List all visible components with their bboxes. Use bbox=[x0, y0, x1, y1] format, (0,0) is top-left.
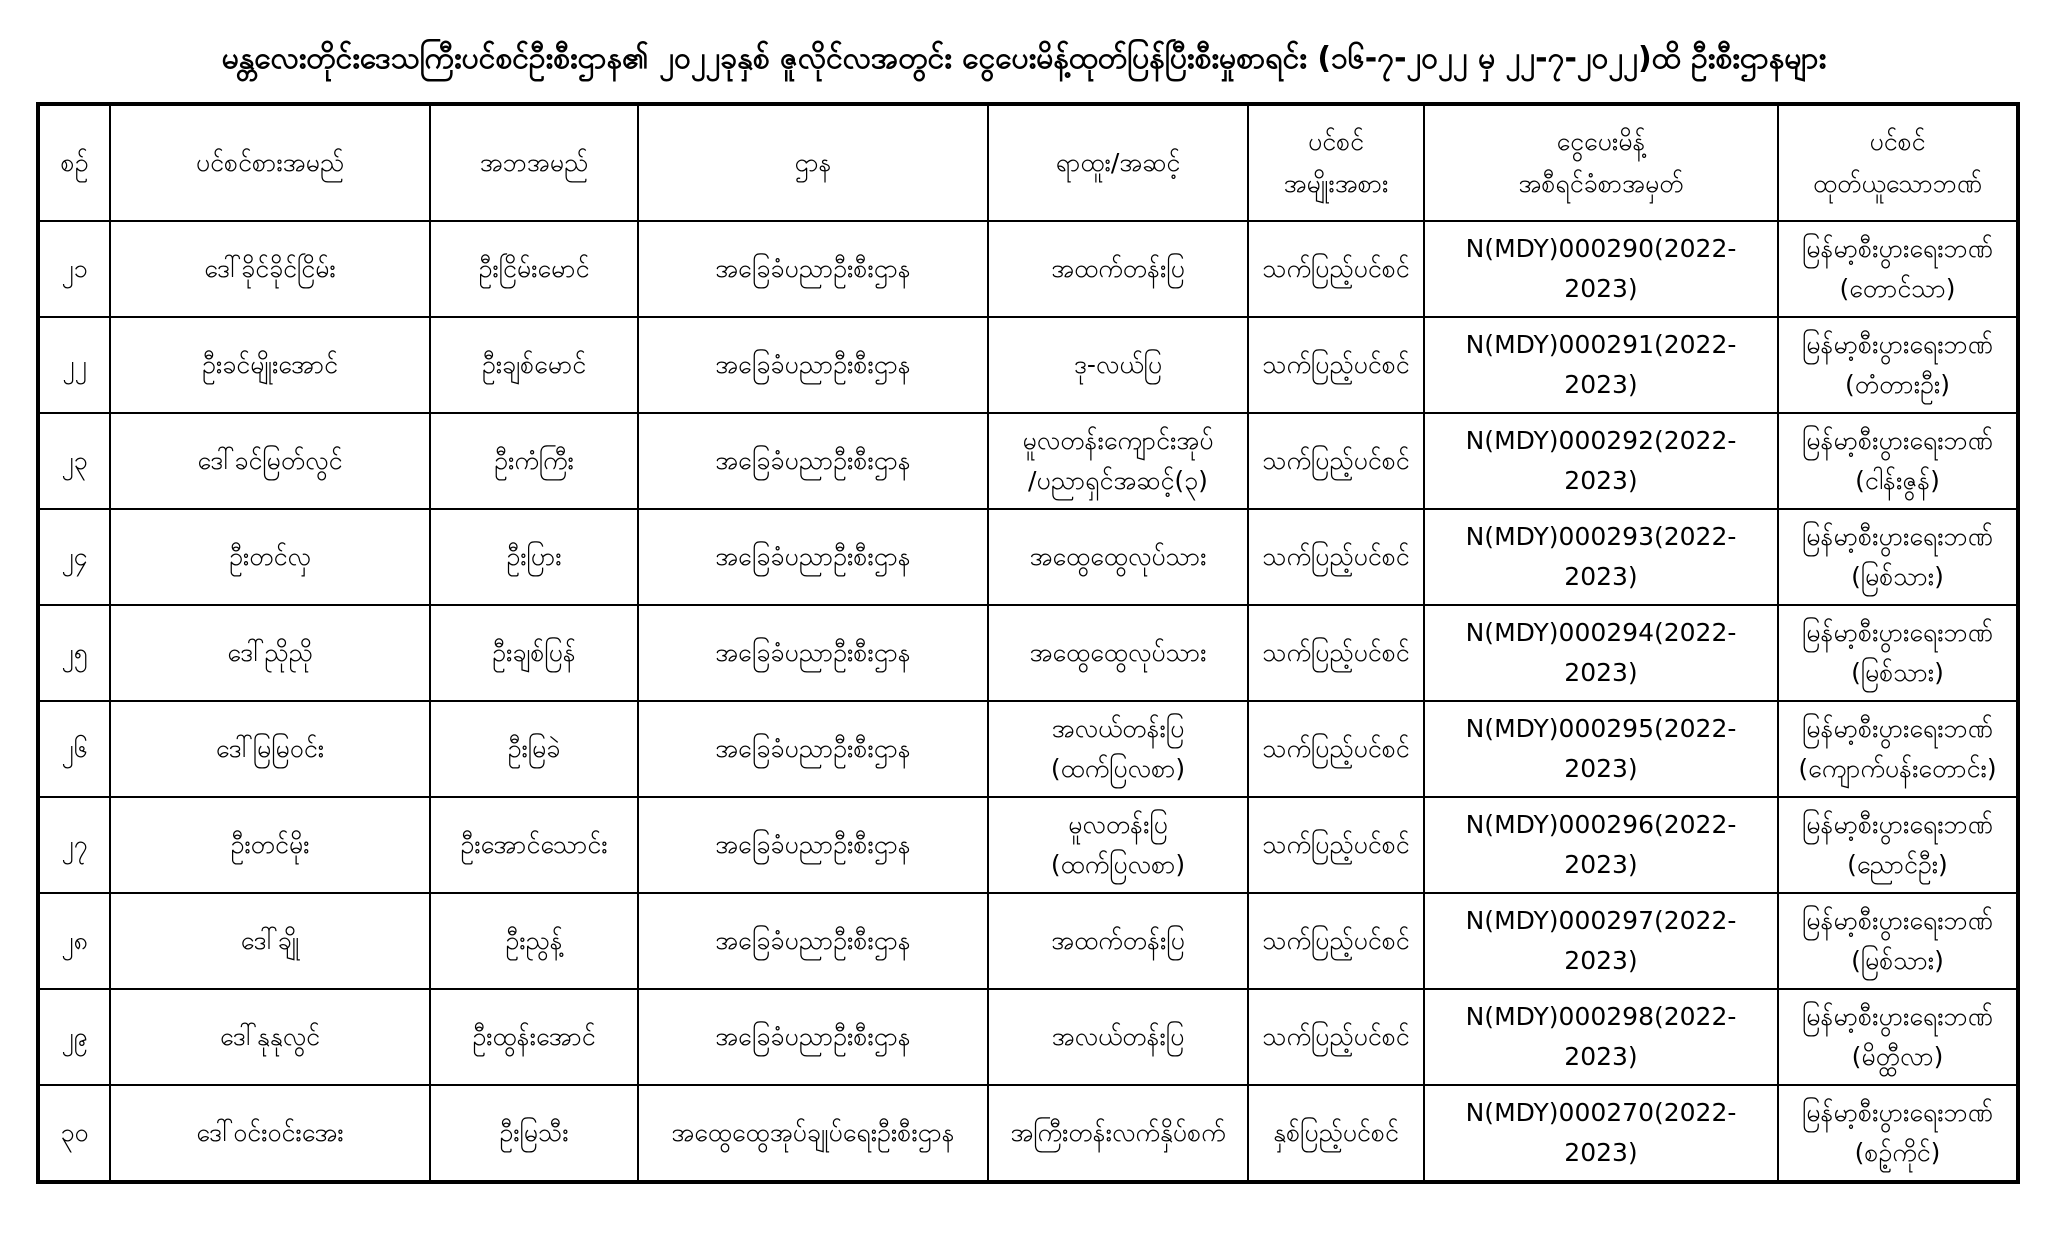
table-row bbox=[38, 893, 2018, 989]
cell-rank-line: အထွေထွေလုပ်သား bbox=[1029, 638, 1207, 667]
cell-bank-line: မြန်မာ့စီးပွားရေးဘဏ် bbox=[1802, 522, 1993, 551]
cell-pension-type: သက်ပြည့်ပင်စင် bbox=[1248, 413, 1424, 509]
header-bank-line1: ပင်စင် bbox=[1869, 127, 1926, 156]
cell-bank-line: (မြစ်သား) bbox=[1851, 946, 1944, 975]
cell-rank-line: ဒု-လယ်ပြ bbox=[1073, 350, 1163, 379]
pension-table bbox=[36, 102, 2020, 1184]
cell-pension-type: သက်ပြည့်ပင်စင် bbox=[1248, 701, 1424, 797]
header-rank: ရာထူး/အဆင့် bbox=[988, 104, 1248, 221]
cell-order-no: N(MDY)000298(2022-2023) bbox=[1424, 989, 1778, 1085]
header-department: ဌာန bbox=[638, 104, 988, 221]
cell-rank-line: အထက်တန်းပြ bbox=[1051, 926, 1185, 955]
cell-bank-line: မြန်မာ့စီးပွားရေးဘဏ် bbox=[1802, 1098, 1993, 1127]
cell-bank bbox=[1778, 605, 2018, 701]
header-row bbox=[38, 104, 2018, 221]
table-row bbox=[38, 701, 2018, 797]
cell-pension-type: နှစ်ပြည့်ပင်စင် bbox=[1248, 1085, 1424, 1182]
cell-bank-line: (ကျောက်ပန်းတောင်း) bbox=[1798, 754, 1997, 783]
cell-name: ဒေါ်မြမြဝင်း bbox=[110, 701, 430, 797]
cell-father: ဦးအောင်သောင်း bbox=[430, 797, 638, 893]
cell-no: ၂၆ bbox=[38, 701, 110, 797]
cell-no: ၂၃ bbox=[38, 413, 110, 509]
cell-no: ၃၀ bbox=[38, 1085, 110, 1182]
cell-order-no: N(MDY)000292(2022-2023) bbox=[1424, 413, 1778, 509]
table-row bbox=[38, 509, 2018, 605]
cell-bank-line: မြန်မာ့စီးပွားရေးဘဏ် bbox=[1802, 426, 1993, 455]
cell-bank-line: မြန်မာ့စီးပွားရေးဘဏ် bbox=[1802, 906, 1993, 935]
cell-name: ဒေါ်ခိုင်ခိုင်ငြိမ်း bbox=[110, 221, 430, 317]
cell-pension-type: သက်ပြည့်ပင်စင် bbox=[1248, 221, 1424, 317]
cell-bank bbox=[1778, 221, 2018, 317]
cell-order-no: N(MDY)000297(2022-2023) bbox=[1424, 893, 1778, 989]
cell-rank-line: အကြီးတန်းလက်နှိပ်စက် bbox=[1010, 1118, 1226, 1147]
cell-rank bbox=[988, 701, 1248, 797]
cell-bank bbox=[1778, 797, 2018, 893]
cell-rank-line: အထက်တန်းပြ bbox=[1051, 254, 1185, 283]
cell-bank-line: မြန်မာ့စီးပွားရေးဘဏ် bbox=[1802, 618, 1993, 647]
cell-bank bbox=[1778, 509, 2018, 605]
cell-rank-line: (ထက်ပြလစာ) bbox=[1050, 754, 1186, 783]
cell-father: ဦးမြခဲ bbox=[430, 701, 638, 797]
cell-no: ၂၁ bbox=[38, 221, 110, 317]
cell-bank-line: (စဥ့်ကိုင်) bbox=[1854, 1138, 1941, 1167]
cell-order-no: N(MDY)000290(2022-2023) bbox=[1424, 221, 1778, 317]
cell-rank bbox=[988, 1085, 1248, 1182]
cell-department: အခြေခံပညာဦးစီးဌာန bbox=[638, 701, 988, 797]
table-row bbox=[38, 797, 2018, 893]
cell-rank-line: မူလတန်းပြ bbox=[1068, 810, 1168, 839]
header-bank-line2: ထုတ်ယူသောဘဏ် bbox=[1812, 169, 1983, 198]
cell-no: ၂၂ bbox=[38, 317, 110, 413]
cell-bank bbox=[1778, 893, 2018, 989]
cell-bank-line: မြန်မာ့စီးပွားရေးဘဏ် bbox=[1802, 330, 1993, 359]
cell-order-no: N(MDY)000295(2022-2023) bbox=[1424, 701, 1778, 797]
cell-father: ဦးကံကြီး bbox=[430, 413, 638, 509]
cell-pension-type: သက်ပြည့်ပင်စင် bbox=[1248, 605, 1424, 701]
cell-bank bbox=[1778, 413, 2018, 509]
cell-order-no: N(MDY)000296(2022-2023) bbox=[1424, 797, 1778, 893]
table-body bbox=[38, 221, 2018, 1182]
cell-rank bbox=[988, 989, 1248, 1085]
cell-rank bbox=[988, 509, 1248, 605]
cell-department: အခြေခံပညာဦးစီးဌာန bbox=[638, 797, 988, 893]
cell-name: ဦးတင်မိုး bbox=[110, 797, 430, 893]
cell-bank bbox=[1778, 317, 2018, 413]
cell-department: အခြေခံပညာဦးစီးဌာန bbox=[638, 893, 988, 989]
cell-name: ဒေါ်နုနုလွင် bbox=[110, 989, 430, 1085]
cell-rank-line: အလယ်တန်းပြ bbox=[1051, 714, 1185, 743]
cell-father: ဦးချစ်မောင် bbox=[430, 317, 638, 413]
cell-bank-line: (မြစ်သား) bbox=[1851, 658, 1944, 687]
cell-no: ၂၈ bbox=[38, 893, 110, 989]
cell-bank-line: မြန်မာ့စီးပွားရေးဘဏ် bbox=[1802, 714, 1993, 743]
table-row bbox=[38, 605, 2018, 701]
page-title: မန္တလေးတိုင်းဒေသကြီးပင်စင်ဦးစီးဌာန၏ ၂၀၂၂ခုနှစ် ဇူလိုင်လအတွင်း ငွေပေးမိန့်ထုတ်ပြန်ပြီးစီးမှုစာရင်း (၁၆-၇-၂၀၂၂ မှ ၂၂-၇-၂၀၂၂)ထိ ဦးစီးဌာနများ bbox=[221, 41, 1827, 76]
table-row bbox=[38, 317, 2018, 413]
header-bank bbox=[1778, 104, 2018, 221]
cell-no: ၂၉ bbox=[38, 989, 110, 1085]
cell-father: ဦးပြား bbox=[430, 509, 638, 605]
header-father: အဘအမည် bbox=[430, 104, 638, 221]
cell-rank-line: အလယ်တန်းပြ bbox=[1051, 1022, 1185, 1051]
header-order-no-line1: ငွေပေးမိန့် bbox=[1556, 127, 1646, 156]
table-row bbox=[38, 413, 2018, 509]
cell-rank bbox=[988, 221, 1248, 317]
cell-bank-line: မြန်မာ့စီးပွားရေးဘဏ် bbox=[1802, 810, 1993, 839]
cell-name: ဒေါ်ညိုညို bbox=[110, 605, 430, 701]
cell-father: ဦးညွန့် bbox=[430, 893, 638, 989]
cell-department: အခြေခံပညာဦးစီးဌာန bbox=[638, 317, 988, 413]
header-order-no-line2: အစီရင်ခံစာအမှတ် bbox=[1518, 169, 1684, 198]
cell-rank bbox=[988, 413, 1248, 509]
cell-bank bbox=[1778, 1085, 2018, 1182]
cell-department: အခြေခံပညာဦးစီးဌာန bbox=[638, 413, 988, 509]
header-pension-type-line2: အမျိုးအစား bbox=[1283, 169, 1389, 198]
header-pension-type-line1: ပင်စင် bbox=[1307, 127, 1365, 156]
cell-no: ၂၇ bbox=[38, 797, 110, 893]
cell-pension-type: သက်ပြည့်ပင်စင် bbox=[1248, 893, 1424, 989]
cell-department: အခြေခံပညာဦးစီးဌာန bbox=[638, 605, 988, 701]
cell-name: ဒေါ်ဝင်းဝင်းအေး bbox=[110, 1085, 430, 1182]
cell-bank-line: (တံတားဦး) bbox=[1844, 370, 1951, 399]
cell-name: ဦးတင်လှ bbox=[110, 509, 430, 605]
cell-name: ဦးခင်မျိုးအောင် bbox=[110, 317, 430, 413]
cell-bank-line: (တောင်သာ) bbox=[1839, 274, 1956, 303]
cell-no: ၂၅ bbox=[38, 605, 110, 701]
cell-bank-line: မြန်မာ့စီးပွားရေးဘဏ် bbox=[1802, 1002, 1993, 1031]
cell-order-no: N(MDY)000293(2022-2023) bbox=[1424, 509, 1778, 605]
cell-rank bbox=[988, 605, 1248, 701]
cell-bank-line: (ညောင်ဦး) bbox=[1847, 850, 1948, 879]
cell-rank-line: /ပညာရှင်အဆင့်(၃) bbox=[1028, 466, 1208, 495]
table-row bbox=[38, 1085, 2018, 1182]
cell-pension-type: သက်ပြည့်ပင်စင် bbox=[1248, 317, 1424, 413]
cell-department: အခြေခံပညာဦးစီးဌာန bbox=[638, 221, 988, 317]
cell-father: ဦးချစ်ပြန် bbox=[430, 605, 638, 701]
table-row bbox=[38, 221, 2018, 317]
cell-department: အခြေခံပညာဦးစီးဌာန bbox=[638, 989, 988, 1085]
cell-order-no: N(MDY)000270(2022-2023) bbox=[1424, 1085, 1778, 1182]
cell-pension-type: သက်ပြည့်ပင်စင် bbox=[1248, 797, 1424, 893]
header-order-no bbox=[1424, 104, 1778, 221]
header-name: ပင်စင်စားအမည် bbox=[110, 104, 430, 221]
cell-father: ဦးထွန်းအောင် bbox=[430, 989, 638, 1085]
cell-rank bbox=[988, 797, 1248, 893]
cell-rank-line: အထွေထွေလုပ်သား bbox=[1029, 542, 1207, 571]
cell-department: အခြေခံပညာဦးစီးဌာန bbox=[638, 509, 988, 605]
cell-bank bbox=[1778, 701, 2018, 797]
cell-name: ဒေါ်ချို bbox=[110, 893, 430, 989]
cell-father: ဦးငြိမ်းမောင် bbox=[430, 221, 638, 317]
cell-order-no: N(MDY)000291(2022-2023) bbox=[1424, 317, 1778, 413]
cell-bank-line: (ငါန်းဇွန်) bbox=[1855, 466, 1940, 495]
cell-bank-line: (မြစ်သား) bbox=[1851, 562, 1944, 591]
cell-order-no: N(MDY)000294(2022-2023) bbox=[1424, 605, 1778, 701]
cell-department: အထွေထွေအုပ်ချုပ်ရေးဦးစီးဌာန bbox=[638, 1085, 988, 1182]
cell-rank-line: မူလတန်းကျောင်းအုပ် bbox=[1022, 426, 1214, 455]
cell-pension-type: သက်ပြည့်ပင်စင် bbox=[1248, 989, 1424, 1085]
cell-bank bbox=[1778, 989, 2018, 1085]
cell-rank bbox=[988, 317, 1248, 413]
cell-pension-type: သက်ပြည့်ပင်စင် bbox=[1248, 509, 1424, 605]
cell-bank-line: (မိတ္ထီလာ) bbox=[1851, 1042, 1944, 1071]
header-pension-type bbox=[1248, 104, 1424, 221]
cell-rank bbox=[988, 893, 1248, 989]
cell-rank-line: (ထက်ပြလစာ) bbox=[1050, 850, 1186, 879]
cell-bank-line: မြန်မာ့စီးပွားရေးဘဏ် bbox=[1802, 234, 1993, 263]
cell-name: ဒေါ်ခင်မြတ်လွင် bbox=[110, 413, 430, 509]
header-no: စဉ် bbox=[38, 104, 110, 221]
cell-no: ၂၄ bbox=[38, 509, 110, 605]
cell-father: ဦးမြသီး bbox=[430, 1085, 638, 1182]
table-row bbox=[38, 989, 2018, 1085]
